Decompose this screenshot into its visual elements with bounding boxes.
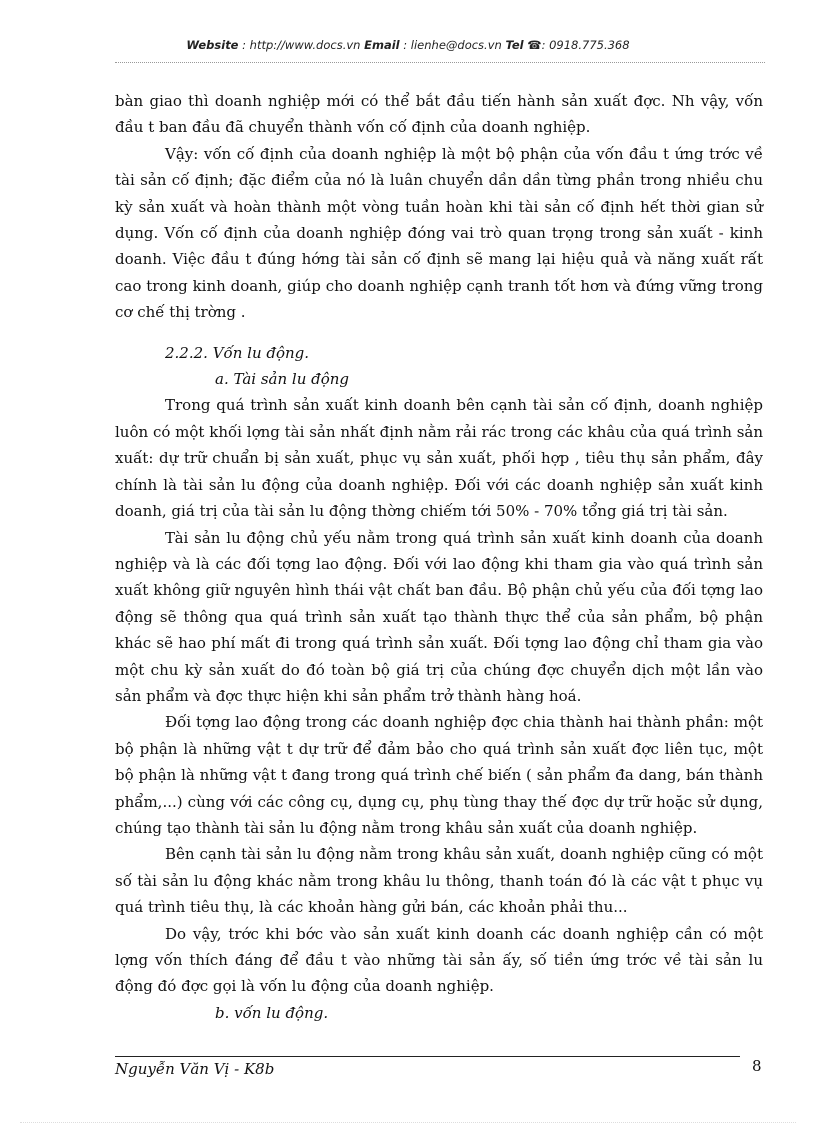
document-body xyxy=(115,88,763,1026)
paragraph-7: Do vậy, trớc khi bớc vào sản xuất kinh doanh các doanh nghiệp cần có một lợng vốn thích đáng để đầu t vào những tài sản ấy, số tiền ứng trớc về tài sản lu động đó đợc gọi là vốn lu động của doanh nghiệp. xyxy=(115,924,763,996)
website-label: Website xyxy=(186,38,239,52)
paragraph-2: Vậy: vốn cố định của doanh nghiệp là một bộ phận của vốn đầu t ứng trớc về tài sản cố định; đặc điểm của nó là luân chuyển dần dần từng phần trong nhiều chu kỳ sản xuất và hoàn thành một vòng tuần hoàn khi tài sản cố định hết thời gian sử dụng. Vốn cố định của doanh nghiệp đóng vai trò quan trọng trong sản xuất - kinh doanh. Việc đầu t đúng hớng tài sản cố định sẽ mang lại hiệu quả và năng xuất rất cao trong kinh doanh, giúp cho doanh nghiệp cạnh tranh tốt hơn và đứng vững trong cơ chế thị trờng . xyxy=(115,144,763,322)
tel-value: : 0918.775.368 xyxy=(541,38,630,52)
page-header xyxy=(0,38,816,52)
subheading-a: a. Tài sản lu động xyxy=(215,370,350,389)
paragraph-4: Tài sản lu động chủ yếu nằm trong quá trình sản xuất kinh doanh của doanh nghiệp và là các đối tợng lao động. Đối với lao động khi tham gia vào quá trình sản xuất không giữ nguyên hình thái vật chất ban đầu. Bộ phận chủ yếu của đối tợng lao động sẽ thông qua quá trình sản xuất tạo thành thực thể của sản phẩm, bộ phận khác sẽ hao phí mất đi trong quá trình sản xuất. Đối tợng lao động chỉ tham gia vào một chu kỳ sản xuất do đó toàn bộ giá trị của chúng đợc chuyển dịch một lần vào sản phẩm và đợc thực hiện khi sản phẩm trở thành hàng hoá. xyxy=(115,528,763,705)
footer-divider xyxy=(115,1056,740,1057)
footer-author: Nguyễn Văn Vị - K8b xyxy=(115,1060,275,1078)
header-divider xyxy=(115,62,765,63)
paragraph-3: Trong quá trình sản xuất kinh doanh bên cạnh tài sản cố định, doanh nghiệp luôn có một khối lợng tài sản nhất định nằm rải rác trong các khâu của quá trình sản xuất: dự trữ chuẩn bị sản xuất, phục vụ sản xuất, phối hợp , tiêu thụ sản phẩm, đây chính là tài sản lu động của doanh nghiệp. Đối với các doanh nghiệp sản xuất kinh doanh, giá trị của tài sản lu động thờng chiếm tới 50% - 70% tổng giá trị tài sản. xyxy=(115,396,763,521)
paragraph-1: bàn giao thì doanh nghiệp mới có thể bắt đầu tiến hành sản xuất đợc. Nh vậy, vốn đầu t ban đầu đã chuyển thành vốn cố định của doanh nghiệp. xyxy=(115,92,763,137)
paragraph-5: Đối tợng lao động trong các doanh nghiệp đợc chia thành hai thành phần: một bộ phận là những vật t dự trữ để đảm bảo cho quá trình sản xuất đợc liên tục, một bộ phận là những vật t đang trong quá trình chế biến ( sản phẩm đa dang, bán thành phẩm,...) cùng với các công cụ, dụng cụ, phụ tùng thay thế đợc dự trữ hoặc sử dụng, chúng tạo thành tài sản lu động nằm trong khâu sản xuất của doanh nghiệp. xyxy=(115,713,763,837)
tel-label: Tel xyxy=(505,38,524,52)
page-number: 8 xyxy=(752,1057,762,1075)
telephone-icon: ☎ xyxy=(527,38,542,52)
subheading-b: b. vốn lu động. xyxy=(215,1003,329,1022)
paragraph-6: Bên cạnh tài sản lu động nằm trong khâu sản xuất, doanh nghiệp cũng có một số tài sản lu động khác nằm trong khâu lu thông, thanh toán đó là các vật t phục vụ quá trình tiêu thụ, là các khoản hàng gửi bán, các khoản phải thu... xyxy=(115,845,763,917)
section-heading: 2.2.2. Vốn lu động. xyxy=(165,343,310,362)
website-value: : http://www.docs.vn xyxy=(242,38,361,52)
email-label: Email xyxy=(364,38,400,52)
email-value: : lienhe@docs.vn xyxy=(403,38,502,52)
